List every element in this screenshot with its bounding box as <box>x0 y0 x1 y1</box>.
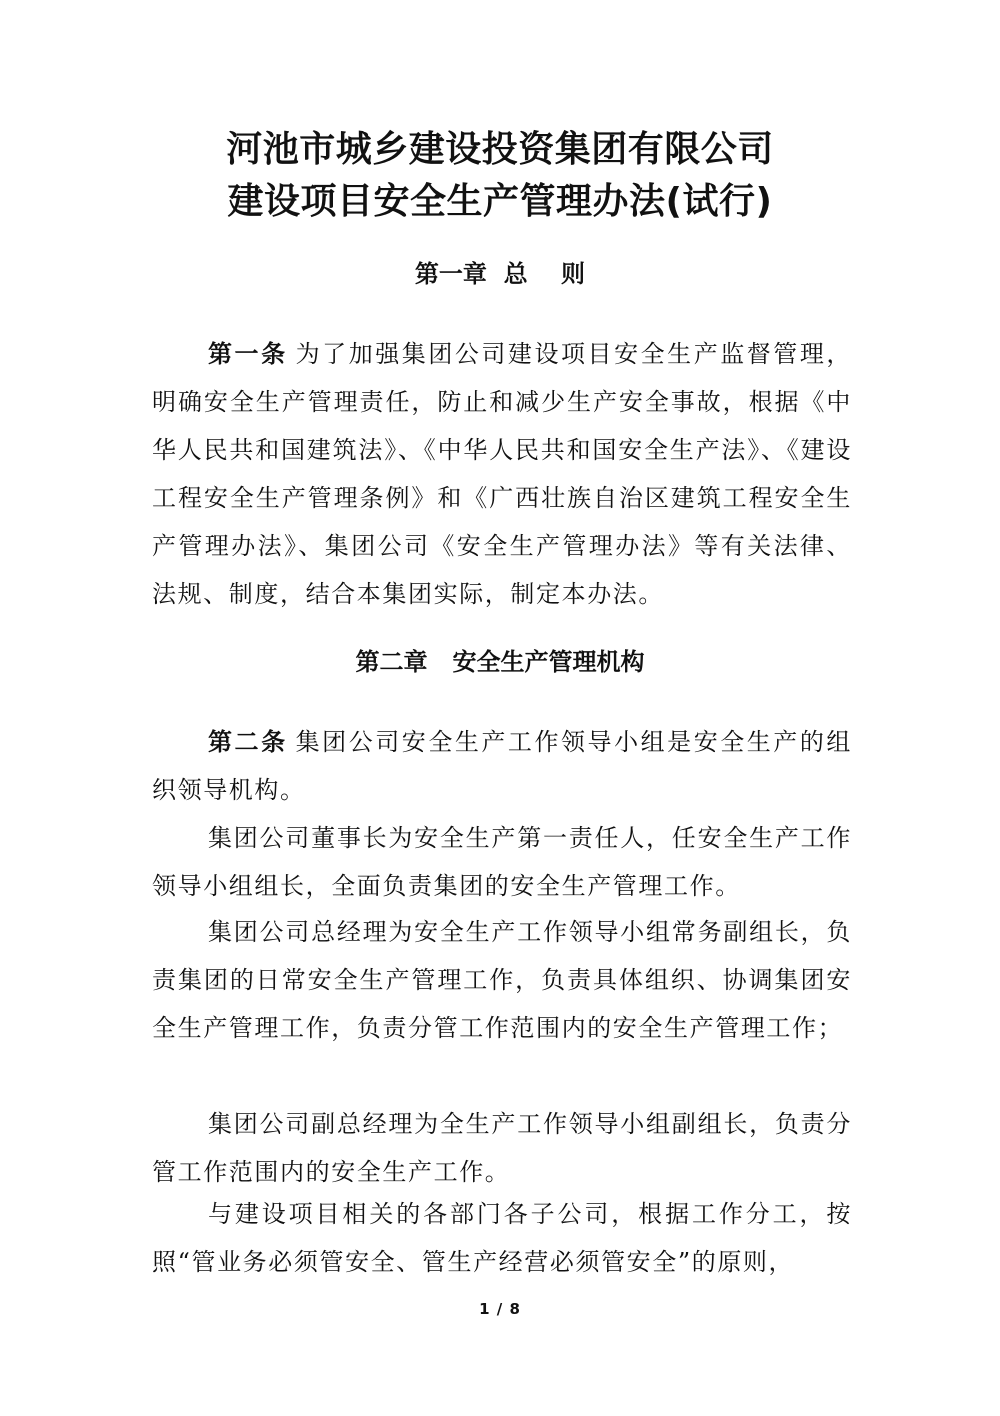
page-number: 1 / 8 <box>479 1300 521 1318</box>
article-1-label: 第一条 <box>208 340 288 368</box>
chapter-1-heading: 第一章 总 则 <box>414 260 586 288</box>
article-1-paragraph <box>152 330 852 618</box>
document-title-line2: 建设项目安全生产管理办法(试行) <box>227 181 773 222</box>
article-2-label: 第二条 <box>208 728 288 756</box>
general-manager-paragraph: 集团公司总经理为安全生产工作领导小组常务副组长，负责集团的日常安全生产管理工作，负责具体组织、协调集团安全生产管理工作，负责分管工作范围内的安全生产管理工作； <box>152 918 852 1042</box>
departments-paragraph: 与建设项目相关的各部门各子公司，根据工作分工，按照“管业务必须管安全、管生产经营必须管安全”的原则， <box>152 1200 852 1276</box>
document-title-line1: 河池市城乡建设投资集团有限公司 <box>226 129 774 170</box>
chapter-2-heading: 第二章 安全生产管理机构 <box>355 648 645 676</box>
deputy-manager-paragraph: 集团公司副总经理为全生产工作领导小组副组长，负责分管工作范围内的安全生产工作。 <box>152 1110 852 1186</box>
article-2-paragraph <box>152 718 852 814</box>
article-1-text: 为了加强集团公司建设项目安全生产监督管理，明确安全生产管理责任，防止和减少生产安全事故，根据《中华人民共和国建筑法》、《中华人民共和国安全生产法》、《建设工程安全生产管理条例》和《广西壮族自治区建筑工程安全生产管理办法》、集团公司《安全生产管理办法》等有关法律、法规、制度，结合本集团实际，制定本办法。 <box>152 340 852 608</box>
article-2-text: 集团公司安全生产工作领导小组是安全生产的组织领导机构。 <box>152 728 852 804</box>
chairman-paragraph: 集团公司董事长为安全生产第一责任人，任安全生产工作领导小组组长，全面负责集团的安全生产管理工作。 <box>152 824 852 900</box>
